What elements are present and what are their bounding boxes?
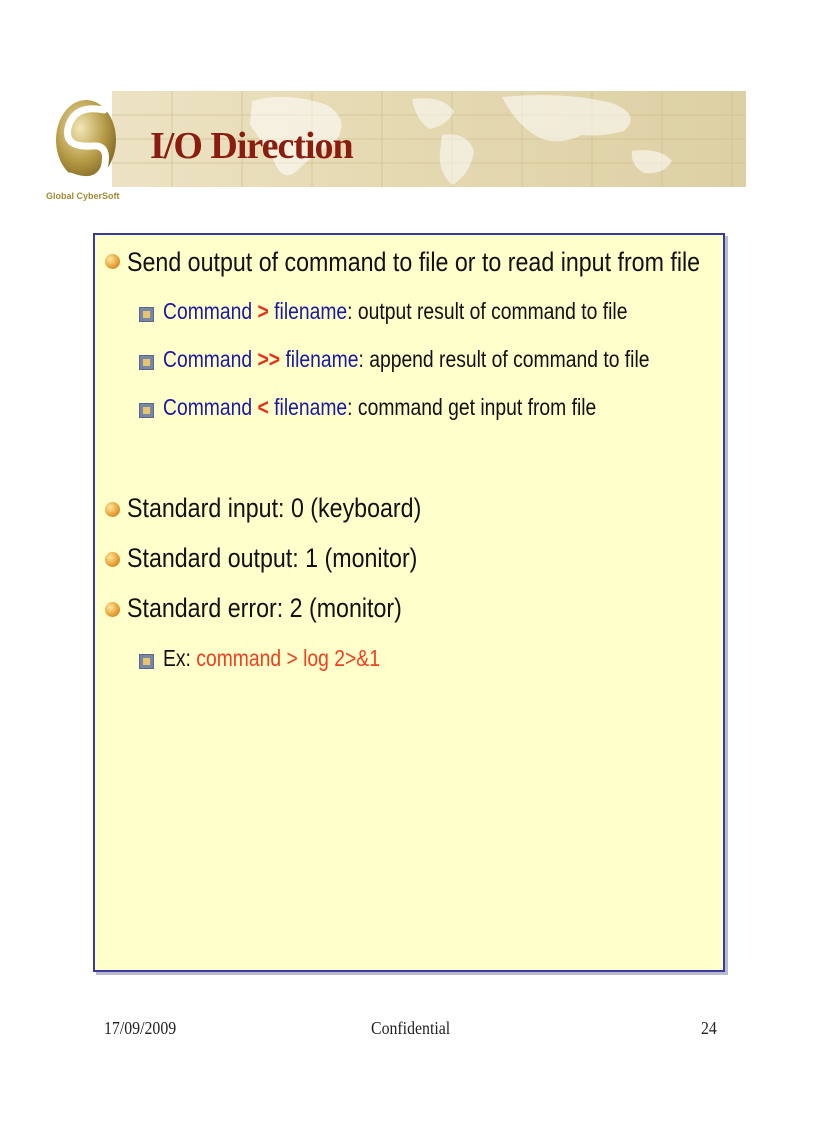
command-keyword: Command — [163, 394, 253, 420]
append-operator: >> — [257, 346, 281, 372]
filename-keyword: filename — [285, 346, 359, 372]
bullet-icon — [105, 602, 120, 617]
content-panel — [93, 233, 725, 972]
sub-bullet-append-redirect — [163, 346, 650, 373]
footer-date: 17/09/2009 — [104, 1018, 177, 1038]
footer-label: Confidential — [371, 1018, 451, 1038]
bullet-standard-input: Standard input: 0 (keyboard) — [127, 493, 422, 523]
bullet-icon — [105, 254, 120, 269]
redirect-operator: > — [257, 298, 269, 324]
filename-keyword: filename — [274, 394, 348, 420]
input-description: : command get input from file — [347, 394, 597, 420]
sub-bullet-icon — [139, 403, 154, 418]
example-prefix: Ex: — [163, 645, 197, 671]
command-keyword: Command — [163, 346, 253, 372]
sub-bullet-icon — [139, 654, 154, 669]
bullet-standard-output: Standard output: 1 (monitor) — [127, 543, 418, 573]
slide-title: I/O Direction — [150, 125, 353, 167]
filename-keyword: filename — [274, 298, 348, 324]
command-keyword: Command — [163, 298, 253, 324]
bullet-icon — [105, 502, 120, 517]
global-cybersoft-logo — [46, 88, 126, 198]
sub-bullet-icon — [139, 355, 154, 370]
example-command: command > log 2>&1 — [196, 645, 380, 671]
sub-bullet-input-redirect — [163, 394, 596, 421]
input-operator: < — [257, 394, 269, 420]
sub-bullet-output-redirect — [163, 298, 627, 325]
bullet-main-redirection: Send output of command to file or to read input from file — [127, 247, 701, 277]
append-description: : append result of command to file — [358, 346, 650, 372]
footer-page-number: 24 — [701, 1018, 717, 1038]
logo-caption: Global CyberSoft — [46, 191, 120, 201]
bullet-standard-error: Standard error: 2 (monitor) — [127, 593, 402, 623]
slide-header — [0, 88, 746, 201]
sub-bullet-example — [163, 645, 380, 672]
redirect-description: : output result of command to file — [347, 298, 628, 324]
sub-bullet-icon — [139, 307, 154, 322]
bullet-icon — [105, 552, 120, 567]
